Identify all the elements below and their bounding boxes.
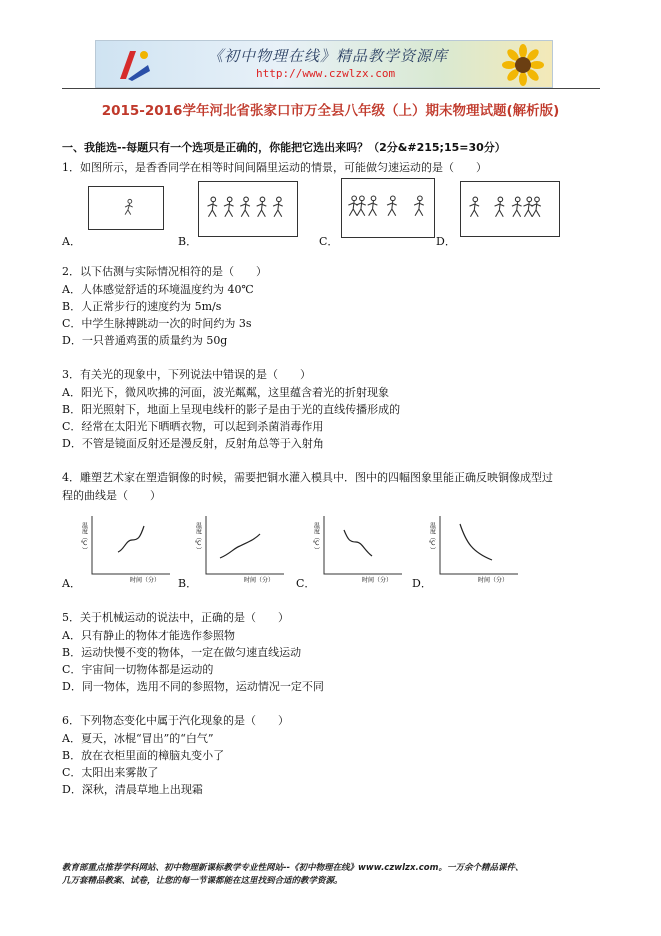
runner-sequence-icon (342, 179, 434, 237)
q4-stem-line1: 4．雕塑艺术家在塑造铜像的时候，需要把铜水灌入模具中．图中的四幅图象里能正确反映铜像成型过 (62, 471, 553, 484)
q1-option-a: A． (62, 235, 81, 248)
q1-figure-b (198, 181, 298, 237)
graph-xlabel: 时间（分） (130, 577, 161, 584)
section-heading: 一、我能选--每题只有一个选项是正确的，你能把它选出来吗？（2分&#215;15=30分） (62, 141, 506, 154)
q2-option-d: D．一只普通鸡蛋的质量约为 50g (62, 334, 228, 347)
q2-option-a: A．人体感觉舒适的环境温度约为 40℃ (62, 283, 254, 296)
q4-graph-b (194, 512, 286, 584)
graph-xlabel: 时间（分） (362, 577, 393, 584)
q2-stem: 2．以下估测与实际情况相符的是（ ） (62, 265, 267, 278)
document-title: 2015-2016学年河北省张家口市万全县八年级（上）期末物理试题(解析版) (101, 103, 560, 119)
q5-option-b: B．运动快慢不变的物体，一定在做匀速直线运动 (62, 646, 302, 659)
footer-line-2: 几万套精品教案、试卷，让您的每一节课都能在这里找到合适的教学资源。 (62, 876, 343, 886)
graph-xlabel: 时间（分） (478, 577, 509, 584)
q1-figure-d (460, 181, 560, 237)
q3-option-b: B．阳光照射下，地面上呈现电线杆的影子是由于光的直线传播形成的 (62, 403, 401, 416)
site-logo-icon (114, 45, 154, 85)
q1-figure-c (341, 178, 435, 238)
graph-xlabel: 时间（分） (244, 577, 275, 584)
q4-option-c: C． (296, 577, 316, 590)
q6-option-b: B．放在衣柜里面的樟脑丸变小了 (62, 749, 225, 762)
graph-curve (118, 526, 144, 552)
header-banner (95, 40, 553, 88)
graph-ylabel: 温度（℃） (194, 522, 202, 553)
graph-axes (324, 516, 402, 574)
graph-ylabel: 温度（℃） (80, 522, 88, 553)
q5-stem: 5．关于机械运动的说法中，正确的是（ ） (62, 611, 289, 624)
q6-stem: 6．下列物态变化中属于汽化现象的是（ ） (62, 714, 289, 727)
q4-option-b: B． (178, 577, 198, 590)
q2-option-c: C．中学生脉搏跳动一次的时间约为 3s (62, 317, 252, 330)
q3-option-c: C．经常在太阳光下晒晒衣物，可以起到杀菌消毒作用 (62, 420, 324, 433)
footer-line-1: 教育部重点推荐学科网站、初中物理新课标教学专业性网站--《初中物理在线》www.czwlzx.com。一万余个精品课件、 (62, 863, 524, 873)
q4-option-d: D． (412, 577, 432, 590)
q3-option-a: A．阳光下，微风吹拂的河面，波光粼粼，这里蕴含着光的折射现象 (62, 386, 389, 399)
q4-graph-d (428, 512, 520, 584)
q3-option-d: D．不管是镜面反射还是漫反射，反射角总等于入射角 (62, 437, 324, 450)
sunflower-icon (500, 43, 546, 87)
q6-option-a: A．夏天，冰棍“冒出”的“白气” (62, 732, 214, 745)
graph-axes (206, 516, 284, 574)
q5-option-c: C．宇宙间一切物体都是运动的 (62, 663, 214, 676)
graph-curve (344, 530, 372, 556)
q6-option-d: D．深秋，清晨草地上出现霜 (62, 783, 203, 796)
q4-graph-c (312, 512, 404, 584)
q5-option-a: A．只有静止的物体才能选作参照物 (62, 629, 235, 642)
q1-option-b: B． (178, 235, 198, 248)
q4-graph-a (80, 512, 172, 584)
banner-url: http://www.czwlzx.com (256, 67, 396, 80)
runner-sequence-icon (461, 182, 559, 236)
q5-option-d: D．同一物体，选用不同的参照物，运动情况一定不同 (62, 680, 324, 693)
q1-option-d: D． (436, 235, 456, 248)
q4-stem-line2: 程的曲线是（ ） (62, 489, 161, 502)
banner-slogan: 《初中物理在线》精品教学资源库 (208, 47, 449, 65)
graph-axes (92, 516, 170, 574)
q4-option-a: A． (62, 577, 81, 590)
q1-figure-a (88, 186, 164, 230)
q1-option-c: C． (319, 235, 339, 248)
q3-stem: 3．有关光的现象中，下列说法中错误的是（ ） (62, 368, 311, 381)
graph-ylabel: 温度（℃） (312, 522, 320, 553)
graph-axes (440, 516, 518, 574)
q6-option-c: C．太阳出来雾散了 (62, 766, 159, 779)
graph-curve (220, 534, 260, 558)
page-footer (62, 862, 622, 888)
graph-curve (460, 524, 492, 560)
runner-figure-icon (89, 187, 163, 229)
graph-ylabel: 温度（℃） (428, 522, 436, 553)
q2-option-b: B．人正常步行的速度约为 5m/s (62, 300, 222, 313)
q1-stem: 1．如图所示，是香香同学在相等时间间隔里运动的情景，可能做匀速运动的是（ ） (62, 161, 487, 174)
runner-sequence-icon (199, 182, 297, 236)
header-rule (62, 88, 600, 89)
